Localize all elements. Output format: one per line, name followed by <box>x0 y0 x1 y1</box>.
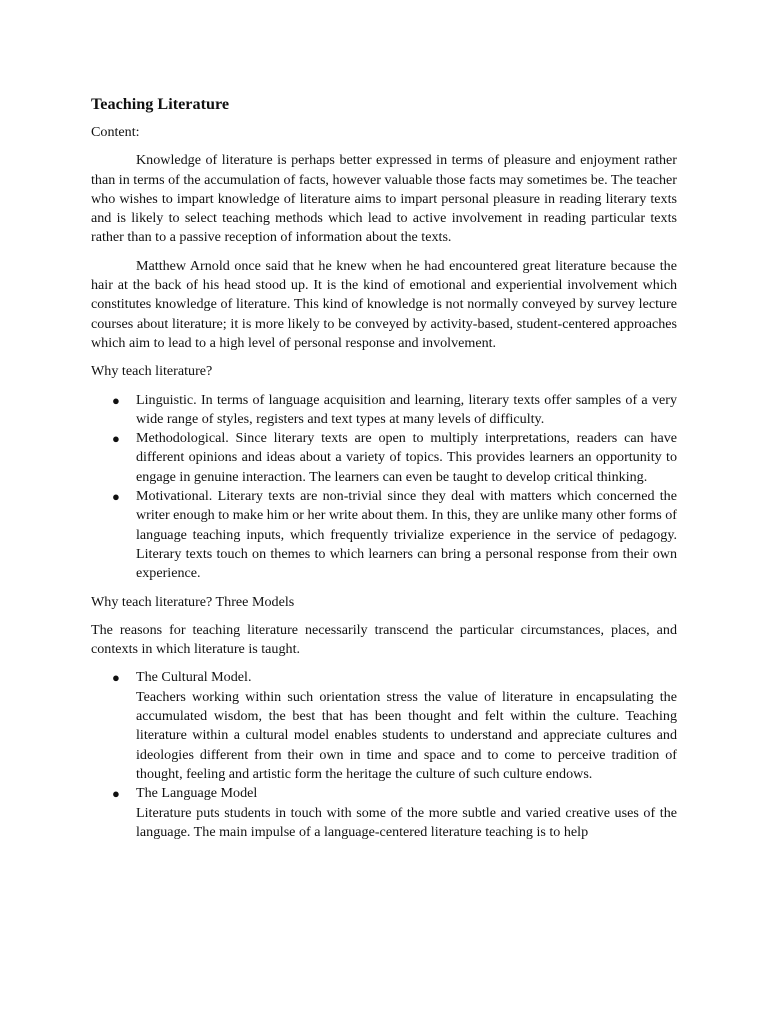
bullet-icon: ● <box>112 786 120 802</box>
reason-text: Linguistic. In terms of language acquisition and learning, literary texts offer samples of a very wide range of styles, registers and text types at many levels of difficulty. <box>136 391 677 427</box>
paragraph-knowledge: Knowledge of literature is perhaps better expressed in terms of pleasure and enjoyment rather than in terms of the accumulation of facts, however valuable those facts may sometimes be. The teacher who wishes to impart knowledge of literature aims to impart personal pleasure in reading literary texts and is likely to select teaching methods which lead to active involvement in reading particular texts rather than to a passive reception of information about the texts. <box>91 152 677 246</box>
three-models-heading: Why teach literature? Three Models <box>91 593 295 610</box>
models-intro: The reasons for teaching literature necessarily transcend the particular circumstances, places, and contexts in which literature is taught. <box>91 621 677 658</box>
why-teach-heading: Why teach literature? <box>91 363 213 380</box>
model-body: Teachers working within such orientation stress the value of literature in encapsulating the accumulated wisdom, the best that has been thought and felt within the culture. Teaching literature within a cultural model enables students to understand and appreciate cultures and ideologies different from their own in time and space and to come to perceive tradition of thought, feeling and artistic form the heritage the culture of such culture endows. <box>136 688 677 782</box>
models-list <box>91 668 677 842</box>
reason-methodological <box>91 429 677 487</box>
model-body: Literature puts students in touch with some of the more subtle and varied creative uses of the language. The main impulse of a language-centered literature teaching is to help <box>136 804 677 840</box>
bullet-icon: ● <box>112 392 120 408</box>
reason-text: Methodological. Since literary texts are open to multiply interpretations, readers can have different opinions and ideas about a variety of topics. This provides learners an opportunity to engage in genuine interaction. The learners can even be taught to develop critical thinking. <box>136 430 677 485</box>
model-language <box>91 784 677 842</box>
content-label: Content: <box>91 124 140 140</box>
bullet-icon: ● <box>112 431 120 447</box>
paragraph-arnold: Matthew Arnold once said that he knew when he had encountered great literature because the hair at the back of his head stood up. It is the kind of emotional and experiential involvement which constitutes knowledge of literature. This kind of knowledge is not normally conveyed by survey lecture courses about literature; it is more likely to be conveyed by activity-based, student-centered approaches which aim to lead to a high level of personal response and involvement. <box>91 257 677 351</box>
model-title: The Cultural Model. <box>136 669 252 686</box>
reasons-list <box>91 391 677 584</box>
reason-linguistic <box>91 391 677 430</box>
bullet-icon: ● <box>112 489 120 505</box>
document-title: Teaching Literature <box>91 95 230 113</box>
reason-motivational <box>91 487 677 583</box>
model-title: The Language Model <box>136 785 258 802</box>
bullet-icon: ● <box>112 670 120 686</box>
reason-text: Motivational. Literary texts are non-trivial since they deal with matters which concerned the writer enough to make him or her write about them. In this, they are unlike many other forms of language teaching inputs, which frequently trivialize experience in the service of pedagogy. Literary texts touch on themes to which learners can bring a personal response from their own experience. <box>136 488 677 582</box>
model-cultural <box>91 668 677 784</box>
